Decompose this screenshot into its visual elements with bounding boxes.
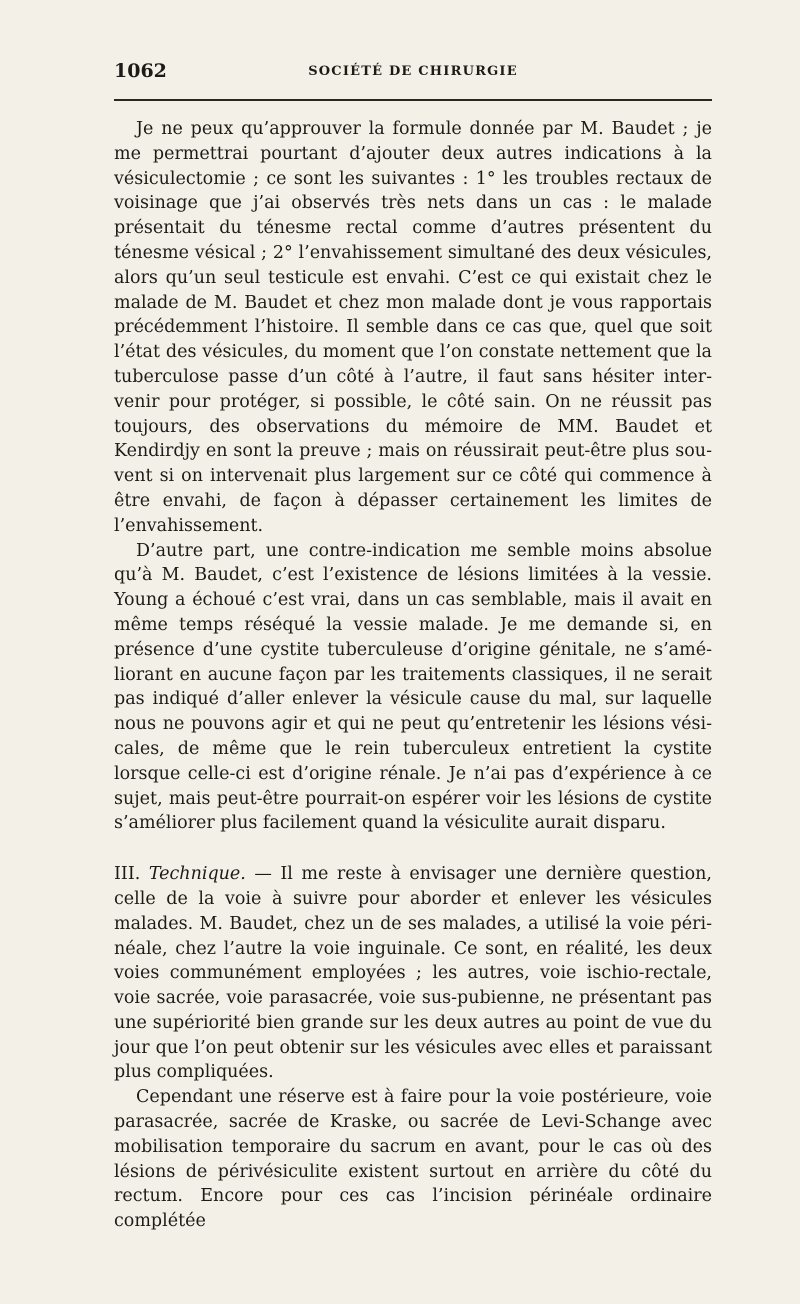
body-text [114, 117, 712, 1234]
paragraph-reserve: Cependant une réserve est à faire pour la voie postérieure, voie parasacrée, sacrée de Kraske, ou sacrée de Levi-Schange avec mobilisation temporaire du sacrum en avant, pour le cas où des lésions de périvésiculite existent surtout en arrière du côté du rectum. Encore pour ces cas l’incision périnéale ordinaire complétée [114, 1087, 712, 1232]
header-rule [114, 99, 712, 101]
paragraph-indications: Je ne peux qu’approuver la formule donnée par M. Baudet ; je me permettrai pourtant d’ajouter deux autres indications à la vésiculectomie ; ce sont les suivantes : 1° les troubles rectaux de voisinage que j’ai observés très nets dans un cas : le malade présentait du ténesme rectal comme d’autres présentent du ténesme vésical ; 2° l’envahissement simultané des deux vésicules, alors qu’un seul testicule est envahi. C’est ce qui existait chez le malade de M. Baudet et chez mon malade dont je vous rapportais précédemment l’histoire. Il semble dans ce cas que, quel que soit l’état des vésicules, du moment que l’on constate nettement que la tuberculose passe d’un côté à l’autre, il faut sans hésiter intervenir pour protéger, si possible, le côté sain. On ne réussit pas toujours, des observations du mémoire de MM. Baudet et Kendirdjy en sont la preuve ; mais on réussirait peut-être plus souvent si on intervenait plus largement sur ce côté qui commence à être envahi, de façon à dépasser certainement les limites de l’envahissement. [114, 119, 712, 536]
section-technique [114, 862, 712, 1085]
running-head: SOCIÉTÉ DE CHIRURGIE [308, 64, 518, 79]
section-number: III. [114, 864, 141, 885]
page-number: 1062 [114, 60, 167, 82]
paragraph-contre-indication: D’autre part, une contre-indication me semble moins absolue qu’à M. Baudet, c’est l’existence de lésions limitées à la vessie. Young a échoué c’est vrai, dans un cas semblable, mais il avait en même temps réséqué la vessie malade. Je me demande si, en présence d’une cystite tuberculeuse d’origine génitale, ne s’améliorant en aucune façon par les traitements classiques, il ne serait pas indiqué d’aller enlever la vésicule cause du mal, sur laquelle nous ne pouvons agir et qui ne peut qu’entretenir les lésions vésicales, de même que le rein tuberculeux entretient la cystite lorsque celle-ci est d’origine rénale. Je n’ai pas d’expérience à ce sujet, mais peut-être pourrait-on espérer voir les lésions de cystite s’améliorer plus facilement quand la vésiculite aurait disparu. [114, 540, 712, 834]
page-header [114, 60, 712, 88]
section-title: Technique. [148, 864, 246, 885]
section-text: — Il me reste à envisager une dernière question, celle de la voie à suivre pour aborder et enlever les vésicules malades. M. Baudet, chez un de ses malades, a utilisé la voie périnéale, chez l’autre la voie inguinale. Ce sont, en réalité, les deux voies communément employées ; les autres, voie ischio-rectale, voie sacrée, voie parasacrée, voie sus-pubienne, ne présentant pas une supériorité bien grande sur les deux autres au point de vue du jour que l’on peut obtenir sur les vésicules avec elles et paraissant plus compliquées. [114, 864, 712, 1083]
